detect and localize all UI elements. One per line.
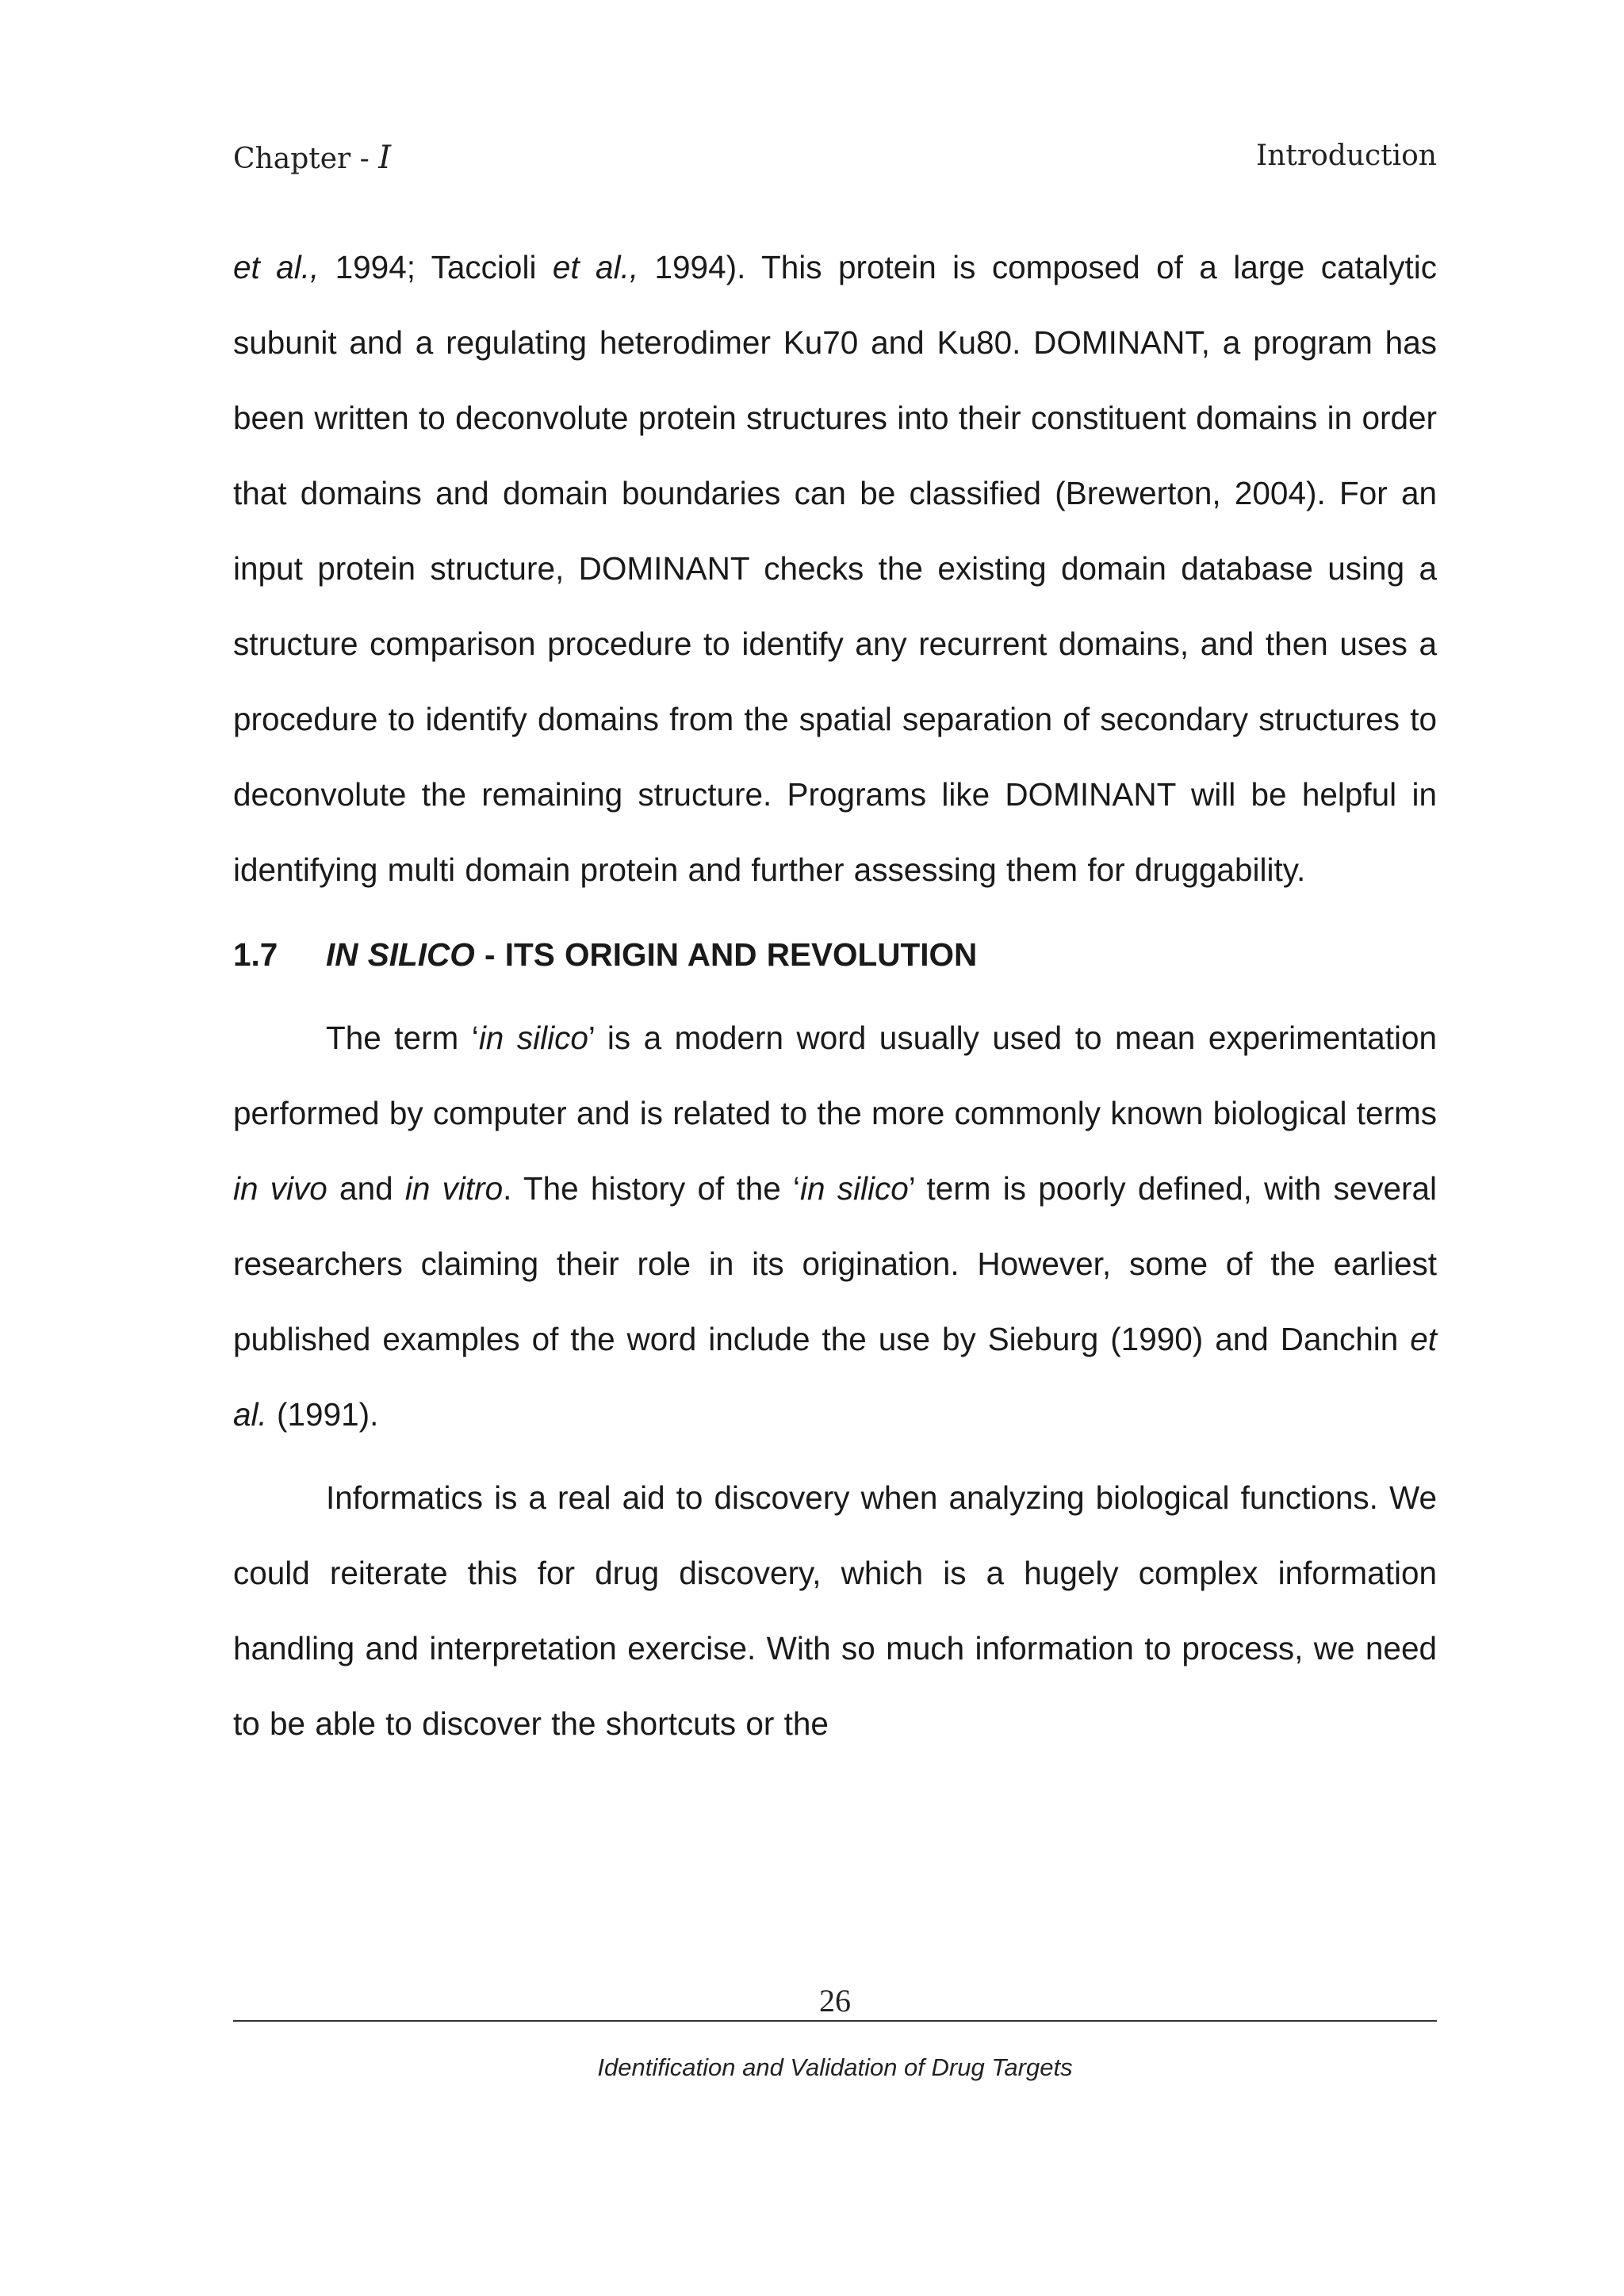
- chapter-number: I: [378, 140, 392, 176]
- paragraph-informatics: Informatics is a real aid to discovery when analyzing biological functions. We could reiterate this for drug discovery, which is a hugely complex information handling and interpretation exercise. With so much information to process, we need to be able to discover the shortcuts or the: [233, 1479, 1437, 1742]
- section-title-italic: IN SILICO: [326, 936, 475, 973]
- paragraph-continued: et al., 1994; Taccioli et al., 1994). This protein is composed of a large catalytic subunit and a regulating heterodimer Ku70 and Ku80. DOMINANT, a program has been written to deconvolute protein structures into their constituent domains in order that domains and domain boundaries can be classified (Brewerton, 2004). For an input protein structure, DOMINANT checks the existing domain database using a structure comparison procedure to identify any recurrent domains, and then uses a procedure to identify domains from the spatial separation of secondary structures to deconvolute the remaining structure. Programs like DOMINANT will be helpful in identifying multi domain protein and further assessing them for druggability.: [233, 249, 1437, 888]
- running-header: [233, 140, 1437, 184]
- section-number: 1.7: [233, 936, 278, 973]
- paragraph-in-silico: The term ‘in silico’ is a modern word usually used to mean experimentation performed by computer and is related to the more commonly known biological terms in vivo and in vitro. The history of the ‘in silico’ term is poorly defined, with several researchers claiming their role in its origination. However, some of the earliest published examples of the word include the use by Sieburg (1990) and Danchin et al. (1991).: [233, 1020, 1437, 1433]
- page-number: 26: [819, 1983, 851, 2019]
- section-heading: [233, 917, 1437, 993]
- section-title: Introduction: [1256, 140, 1437, 172]
- footer-divider: [233, 2020, 1437, 2022]
- section-title-rest: - ITS ORIGIN AND REVOLUTION: [474, 936, 978, 973]
- chapter-label: Chapter - I: [233, 140, 392, 176]
- footer-book-title: Identification and Validation of Drug Targets: [597, 2053, 1073, 2081]
- body-text: [233, 230, 1437, 1762]
